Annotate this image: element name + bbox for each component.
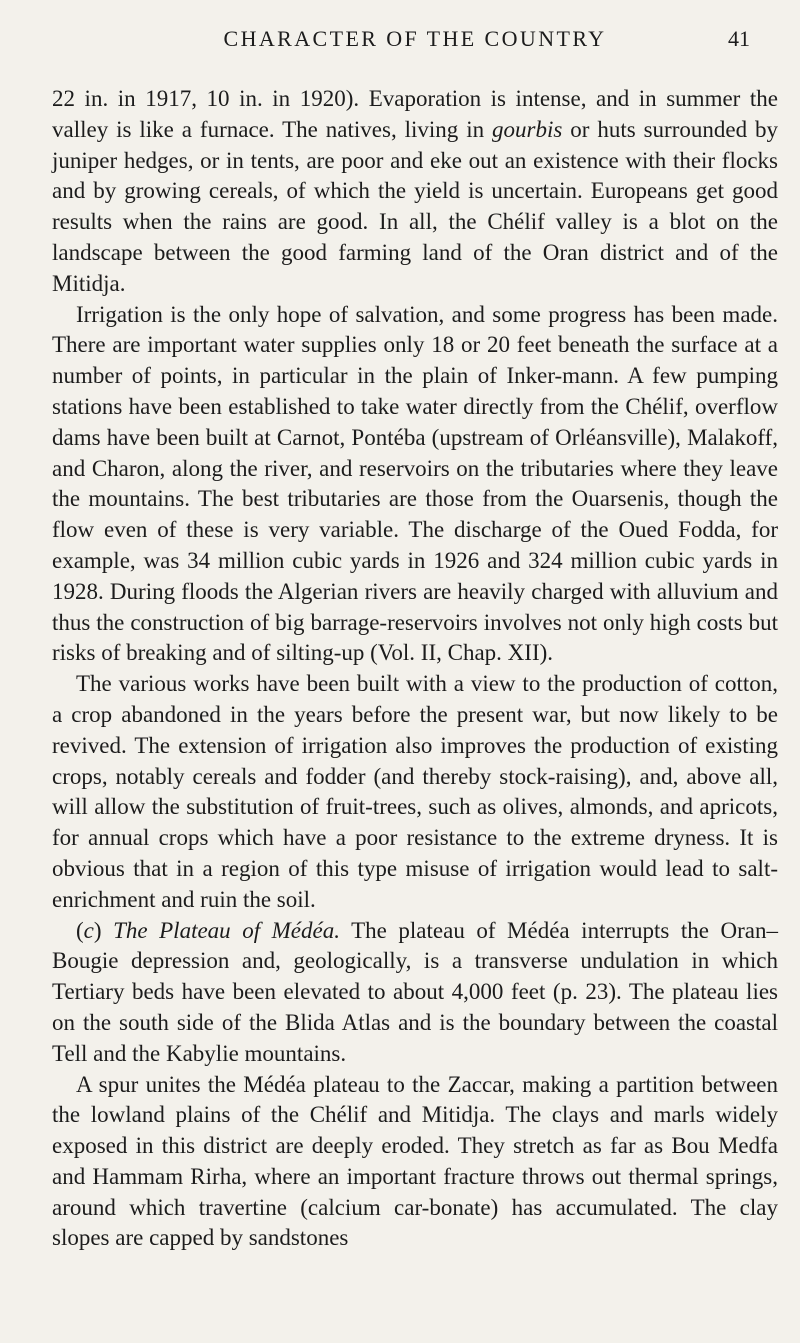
italic-text: The Plateau of Médéa. — [113, 917, 340, 943]
italic-text: c — [83, 917, 94, 943]
paragraph-text: 22 in. in 1917, 10 in. in 1920). Evaporation is intense, and in summer the valley is like a furnace. The natives, living in — [52, 86, 778, 142]
paragraph-text: The plateau of Médéa interrupts the Oran–Bougie depression and, geologically, is a transverse undulation in which Tertiary beds have been elevated to about 4,000 feet (p. 23). The plateau lies on the south side of the Blida Atlas and is the boundary between the coastal Tell and the Kabylie mountains. — [52, 917, 778, 1066]
paragraph — [52, 84, 778, 300]
running-head — [52, 26, 778, 78]
paragraph-text: ) — [93, 917, 114, 943]
italic-text: gourbis — [492, 116, 563, 142]
paragraph — [52, 916, 778, 1070]
paragraph-text: A spur unites the Médéa plateau to the Zaccar, making a partition between the lowland plains of the Chélif and Mitidja. The clays and marls widely exposed in this district are deeply eroded. They stretch as far as Bou Medfa and Hammam Rirha, where an important fracture throws out thermal springs, around which travertine (calcium car-bonate) has accumulated. The clay slopes are capped by sandstones — [52, 1071, 778, 1251]
paragraph — [52, 669, 778, 915]
body-text — [52, 84, 778, 1254]
running-title: CHARACTER OF THE COUNTRY — [223, 26, 607, 51]
paragraph-text: Irrigation is the only hope of salvation, and some progress has been made. There are important water supplies only 18 or 20 feet beneath the surface at a number of points, in particular in the plain of Inker-mann. A few pumping stations have been established to take water directly from the Chélif, overflow dams have been built at Carnot, Pontéba (upstream of Orléansville), Malakoff, and Charon, along the river, and reservoirs on the tributaries where they leave the mountains. The best tributaries are those from the Ouarsenis, though the flow even of these is very variable. The discharge of the Oued Fodda, for example, was 34 million cubic yards in 1926 and 324 million cubic yards in 1928. During floods the Algerian rivers are heavily charged with alluvium and thus the construction of big barrage-reservoirs involves not only high costs but risks of breaking and of silting-up (Vol. II, Chap. XII). — [52, 301, 778, 666]
page-number: 41 — [728, 26, 750, 51]
paragraph-text: ( — [76, 917, 84, 943]
paragraph-text: or huts surrounded by juniper hedges, or in tents, are poor and eke out an existence with their flocks and by growing cereals, of which the yield is uncertain. Europeans get good results when the rains are good. In all, the Chélif valley is a blot on the landscape between the good farming land of the Oran district and of the Mitidja. — [52, 116, 778, 296]
paragraph — [52, 300, 778, 670]
paragraph-text: The various works have been built with a view to the production of cotton, a crop abandoned in the years before the present war, but now likely to be revived. The extension of irrigation also improves the production of existing crops, notably cereals and fodder (and thereby stock-raising), and, above all, will allow the substitution of fruit-trees, such as olives, almonds, and apricots, for annual crops which have a poor resistance to the extreme dryness. It is obvious that in a region of this type misuse of irrigation would lead to salt-enrichment and ruin the soil. — [52, 671, 778, 912]
paragraph — [52, 1070, 778, 1255]
